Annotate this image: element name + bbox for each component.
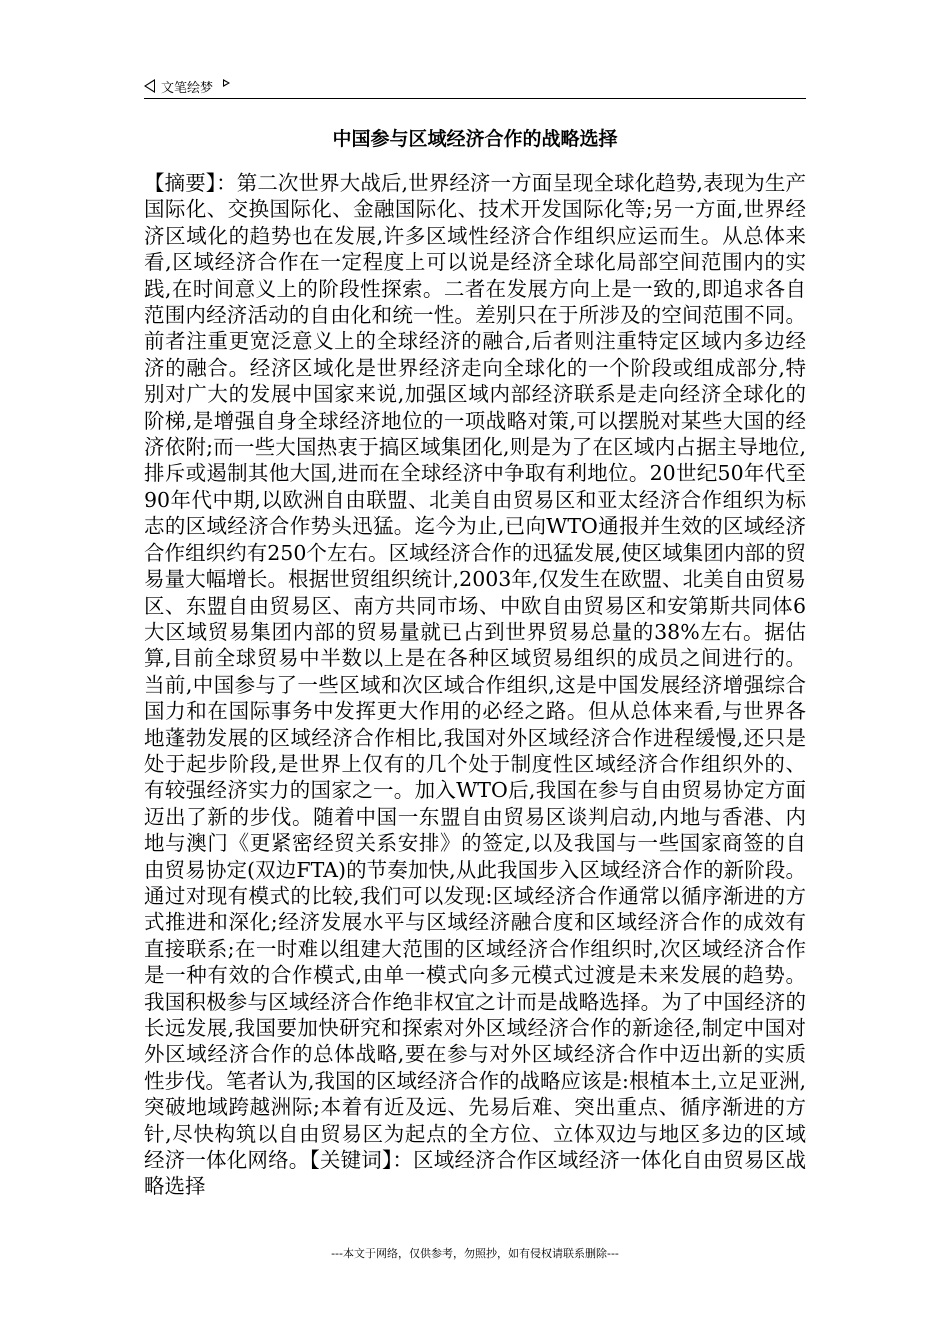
page-header (144, 74, 806, 99)
triangle-left-icon (144, 79, 155, 93)
triangle-right-icon (223, 79, 230, 87)
abstract-paragraph: 【摘要】：第二次世界大战后,世界经济一方面呈现全球化趋势,表现为生产国际化、交换国际化、金融国际化、技术开发国际化等;另一方面,世界经济区域化的趋势也在发展,许多区域性经济合作组织应运而生。从总体来看,区域经济合作在一定程度上可以说是经济全球化局部空间范围内的实践,在时间意义上的阶段性探索。二者在发展方向上是一致的,即追求各自范围内经济活动的自由化和统一性。差别只在于所涉及的空间范围不同。前者注重更宽泛意义上的全球经济的融合,后者则注重特定区域内多边经济的融合。经济区域化是世界经济走向全球化的一个阶段或组成部分,特别对广大的发展中国家来说,加强区域内部经济联系是走向经济全球化的阶梯,是增强自身全球经济地位的一项战略对策,可以摆脱对某些大国的经济依附;而一些大国热衷于搞区域集团化,则是为了在区域内占据主导地位,排斥或遏制其他大国,进而在全球经济中争取有利地位。20世纪50年代至90年代中期,以欧洲自由联盟、北美自由贸易区和亚太经济合作组织为标志的区域经济合作势头迅猛。迄今为止,已向WTO通报并生效的区域经济合作组织约有250个左右。区域经济合作的迅猛发展,使区域集团内部的贸易量大幅增长。根据世贸组织统计,2003年,仅发生在欧盟、北美自由贸易区、东盟自由贸易区、南方共同市场、中欧自由贸易区和安第斯共同体6大区域贸易集团内部的贸易量就已占到世界贸易总量的38%左右。据估算,目前全球贸易中半数以上是在各种区域贸易组织的成员之间进行的。当前,中国参与了一些区域和次区域合作组织,这是中国发展经济增强综合国力和在国际事务中发挥更大作用的必经之路。但从总体来看,与世界各地蓬勃发展的区域经济合作相比,我国对外区域经济合作进程缓慢,还只是处于起步阶段,是世界上仅有的几个处于制度性区域经济合作组织外的、有较强经济实力的国家之一。加入WTO后,我国在参与自由贸易协定方面迈出了新的步伐。随着中国一东盟自由贸易区谈判启动,内地与香港、内地与澳门《更紧密经贸关系安排》的签定,以及我国与一些国家商签的自由贸易协定(双边FTA)的节奏加快,从此我国步入区域经济合作的新阶段。通过对现有模式的比较,我们可以发现:区域经济合作通常以循序渐进的方式推进和深化;经济发展水平与区域经济融合度和区域经济合作的成效有直接联系;在一时难以组建大范围的区域经济合作组织时,次区域经济合作是一种有效的合作模式,由单一模式向多元模式过渡是未来发展的趋势。我国积极参与区域经济合作绝非权宜之计而是战略选择。为了中国经济的长远发展,我国要加快研究和探索对外区域经济合作的新途径,制定中国对外区域经济合作的总体战略,要在参与对外区域经济合作中迈出新的实质性步伐。笔者认为,我国的区域经济合作的战略应该是:根植本土,立足亚洲,突破地域跨越洲际;本着有近及远、先易后难、突出重点、循序渐进的方针,尽快构筑以自由贸易区为起点的全方位、立体双边与地区多边的区域经济一体化网络。【关键词】：区域经济合作区域经济一体化自由贸易区战略选择 (144, 171, 806, 1199)
header-label: 文笔绘梦 (161, 80, 214, 96)
footer-notice: ---本文于网络，仅供参考，勿照抄，如有侵权请联系删除--- (331, 1247, 619, 1260)
document-title: 中国参与区域经济合作的战略选择 (332, 128, 618, 150)
